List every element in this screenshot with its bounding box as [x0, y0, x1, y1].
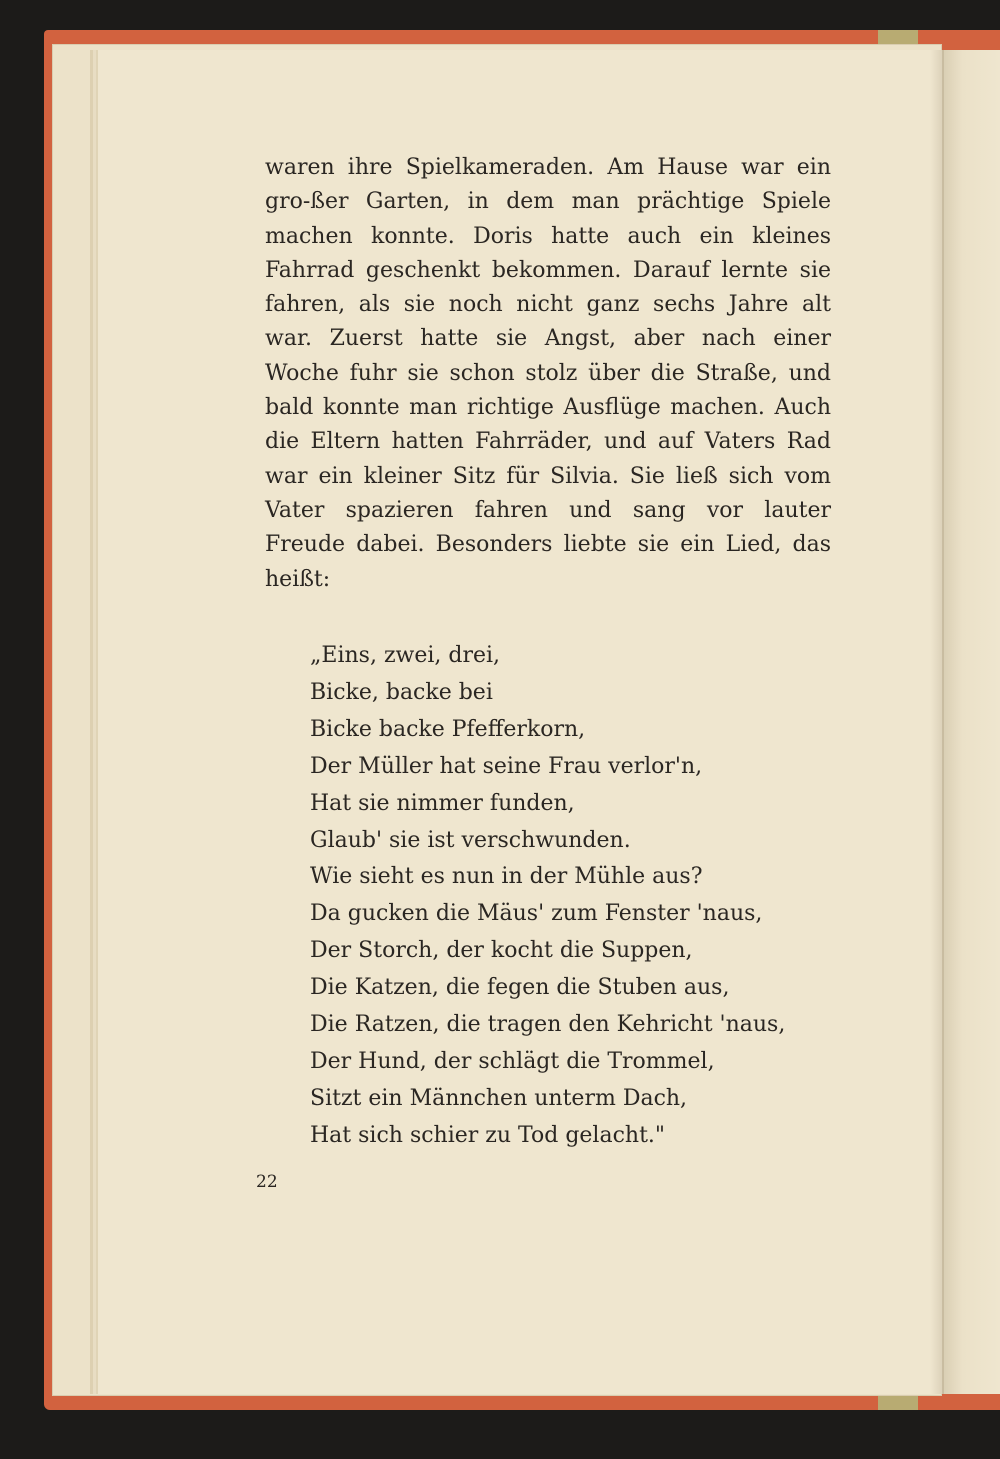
verse-line: Bicke, backe bei: [310, 679, 493, 705]
verse-line: „Eins, zwei, drei,: [310, 643, 501, 668]
verse-line: Die Ratzen, die tragen den Kehricht 'naus,: [310, 1012, 786, 1038]
verse-line: Hat sie nimmer funden,: [310, 790, 575, 816]
verse-line: Hat sich schier zu Tod gelacht.": [310, 1122, 666, 1148]
verse-line: Der Müller hat seine Frau verlor'n,: [310, 753, 703, 779]
page-gutter: [930, 50, 944, 1394]
verse-line: Da gucken die Mäus' zum Fenster 'naus,: [310, 901, 763, 927]
verse-line: Bicke backe Pfefferkorn,: [310, 716, 586, 742]
verse-line: Wie sieht es nun in der Mühle aus?: [310, 864, 703, 890]
song-verse: [310, 638, 830, 1155]
verse-line: Die Katzen, die fegen die Stuben aus,: [310, 975, 730, 1001]
verse-line: Der Storch, der kocht die Suppen,: [310, 938, 693, 964]
page-number: 22: [256, 1172, 278, 1192]
verse-line: Der Hund, der schlägt die Trommel,: [310, 1048, 715, 1074]
facing-page-edge: [942, 50, 1000, 1394]
verse-line: Glaub' sie ist verschwunden.: [310, 827, 631, 853]
body-paragraph: waren ihre Spielkameraden. Am Hause war ein gro-ßer Garten, in dem man prächtige Spiele machen konnte. Doris hatte auch ein kleines Fahrrad geschenkt bekommen. Darauf lernte sie fahren, als sie noch nicht ganz sechs Jahre alt war. Zuerst hatte sie Angst, aber nach einer Woche fuhr sie schon stolz über die Straße, und bald konnte man richtige Ausflüge machen. Auch die Eltern hatten Fahrräder, und auf Vaters Rad war ein kleiner Sitz für Silvia. Sie ließ sich vom Vater spazieren fahren und sang vor lauter Freude dabei. Besonders liebte sie ein Lied, das heißt:: [265, 155, 831, 592]
verse-line: Sitzt ein Männchen unterm Dach,: [310, 1085, 688, 1111]
